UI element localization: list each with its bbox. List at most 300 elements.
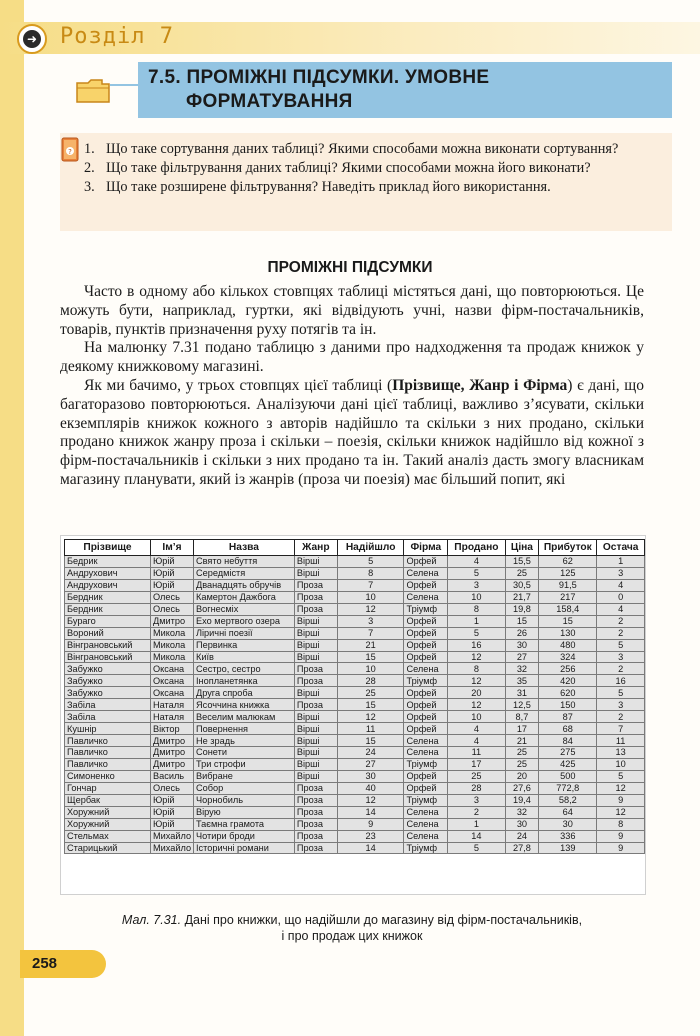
table-cell: Проза — [294, 818, 337, 830]
table-cell: 24 — [337, 747, 404, 759]
section-title — [148, 66, 489, 114]
table-cell: Собор — [193, 782, 294, 794]
table-cell: Бедрик — [65, 556, 151, 568]
column-header: Ціна — [505, 540, 539, 556]
column-header: Прізвище — [65, 540, 151, 556]
table-cell: Оксана — [150, 675, 193, 687]
left-margin-strip — [0, 0, 24, 1036]
table-cell: Кушнір — [65, 723, 151, 735]
table-cell: 5 — [597, 687, 645, 699]
table-row — [65, 639, 645, 651]
table-cell: Тріумф — [404, 603, 448, 615]
table-cell: Селена — [404, 818, 448, 830]
table-cell: Вірші — [294, 556, 337, 568]
table-cell: 336 — [539, 830, 597, 842]
table-cell: Вірші — [294, 735, 337, 747]
table-cell: Вірші — [294, 651, 337, 663]
table-cell: Вороний — [65, 627, 151, 639]
table-cell: Орфей — [404, 723, 448, 735]
table-cell: 3 — [597, 651, 645, 663]
table-row — [65, 770, 645, 782]
table-cell: Дванадцять обручів — [193, 579, 294, 591]
table-cell: Вірші — [294, 758, 337, 770]
table-cell: Забужко — [65, 663, 151, 675]
table-cell: Вірші — [294, 627, 337, 639]
review-questions-list — [84, 140, 664, 197]
table-cell: 12 — [337, 603, 404, 615]
table-cell: Вірші — [294, 687, 337, 699]
table-cell: Гончар — [65, 782, 151, 794]
table-cell: 10 — [597, 758, 645, 770]
table-cell: Микола — [150, 651, 193, 663]
table-cell: 87 — [539, 711, 597, 723]
table-cell: 14 — [448, 830, 505, 842]
table-cell: 1 — [448, 818, 505, 830]
table-cell: Селена — [404, 830, 448, 842]
table-cell: Павличко — [65, 747, 151, 759]
table-cell: Сестро, сестро — [193, 663, 294, 675]
table-cell: Юрій — [150, 794, 193, 806]
table-cell: Дмитро — [150, 747, 193, 759]
table-cell: 30 — [505, 639, 539, 651]
table-cell: 11 — [337, 723, 404, 735]
table-cell: 256 — [539, 663, 597, 675]
bold-columns: Прізвище, Жанр і Фірма — [392, 376, 568, 394]
table-cell: 13 — [597, 747, 645, 759]
table-cell: Орфей — [404, 782, 448, 794]
question-book-icon — [61, 137, 81, 163]
table-cell: 5 — [448, 627, 505, 639]
column-header: Остача — [597, 540, 645, 556]
table-row — [65, 747, 645, 759]
body-text — [60, 283, 644, 490]
table-cell: 275 — [539, 747, 597, 759]
table-cell: 12 — [597, 782, 645, 794]
table-cell: Селена — [404, 806, 448, 818]
table-cell: Три строфи — [193, 758, 294, 770]
table-row — [65, 663, 645, 675]
table-cell: 12 — [597, 806, 645, 818]
table-cell: 27 — [505, 651, 539, 663]
table-cell: 12,5 — [505, 699, 539, 711]
table-row — [65, 579, 645, 591]
table-cell: Чорнобиль — [193, 794, 294, 806]
table-cell: 19,8 — [505, 603, 539, 615]
table-cell: Бураго — [65, 615, 151, 627]
table-cell: 10 — [448, 591, 505, 603]
table-cell: 3 — [597, 699, 645, 711]
table-cell: Сонети — [193, 747, 294, 759]
table-cell: Вірші — [294, 770, 337, 782]
table-cell: 15 — [337, 651, 404, 663]
column-header: Назва — [193, 540, 294, 556]
table-cell: 10 — [337, 591, 404, 603]
table-cell: Дмитро — [150, 735, 193, 747]
table-cell: Тріумф — [404, 675, 448, 687]
table-cell: 5 — [448, 842, 505, 854]
table-cell: 12 — [448, 651, 505, 663]
figure-caption — [60, 912, 644, 944]
paragraph: На малюнку 7.31 подано таблицю з даними про надходження та продаж книжок у деякому книжковому магазині. — [60, 339, 644, 376]
table-cell: 15 — [539, 615, 597, 627]
table-cell: Середмістя — [193, 567, 294, 579]
table-cell: 10 — [448, 711, 505, 723]
column-header: Прибуток — [539, 540, 597, 556]
table-cell: 772,8 — [539, 782, 597, 794]
table-cell: Павличко — [65, 735, 151, 747]
table-cell: Селена — [404, 591, 448, 603]
table-cell: Бердник — [65, 603, 151, 615]
table-cell: Хоружний — [65, 818, 151, 830]
table-cell: 1 — [448, 615, 505, 627]
table-cell: 24 — [505, 830, 539, 842]
table-cell: Орфей — [404, 556, 448, 568]
table-row — [65, 842, 645, 854]
table-cell: Вогнесміх — [193, 603, 294, 615]
books-table — [64, 539, 645, 854]
table-cell: Історичні романи — [193, 842, 294, 854]
section-title-line1: ПРОМІЖНІ ПІДСУМКИ. УМОВНЕ — [186, 67, 490, 88]
table-cell: Симоненко — [65, 770, 151, 782]
table-cell: 10 — [337, 663, 404, 675]
table-cell: 21,7 — [505, 591, 539, 603]
table-cell: Юрій — [150, 818, 193, 830]
table-cell: Свято небуття — [193, 556, 294, 568]
table-cell: 64 — [539, 806, 597, 818]
table-cell: Вибране — [193, 770, 294, 782]
chapter-title: Розділ 7 — [60, 24, 174, 49]
table-cell: Андрухович — [65, 567, 151, 579]
caption-line1: Дані про книжки, що надійшли до магазину від фірм-постачальників, — [184, 913, 583, 927]
table-cell: 32 — [505, 663, 539, 675]
table-row — [65, 806, 645, 818]
table-cell: Первинка — [193, 639, 294, 651]
table-cell: 25 — [337, 687, 404, 699]
table-cell: 8 — [337, 567, 404, 579]
table-cell: 4 — [448, 723, 505, 735]
table-cell: 11 — [597, 735, 645, 747]
table-cell: 12 — [337, 794, 404, 806]
arrow-right-icon: ➜ — [23, 30, 41, 48]
table-cell: 4 — [448, 556, 505, 568]
table-cell: Інопланетянка — [193, 675, 294, 687]
table-cell: 16 — [597, 675, 645, 687]
table-cell: 9 — [597, 830, 645, 842]
table-cell: Тріумф — [404, 794, 448, 806]
table-cell: Забіла — [65, 699, 151, 711]
table-cell: 12 — [448, 675, 505, 687]
table-cell: Проза — [294, 663, 337, 675]
table-cell: Василь — [150, 770, 193, 782]
table-cell: 2 — [597, 615, 645, 627]
table-cell: Повернення — [193, 723, 294, 735]
section-number: 7.5. — [148, 67, 181, 88]
table-cell: Орфей — [404, 651, 448, 663]
table-cell: Юрій — [150, 556, 193, 568]
table-row — [65, 651, 645, 663]
table-cell: 17 — [505, 723, 539, 735]
table-cell: Забіла — [65, 711, 151, 723]
table-row — [65, 556, 645, 568]
table-cell: 27,8 — [505, 842, 539, 854]
table-cell: Проза — [294, 794, 337, 806]
table-cell: Вінграновський — [65, 639, 151, 651]
table-cell: Проза — [294, 842, 337, 854]
table-cell: 62 — [539, 556, 597, 568]
table-cell: 3 — [337, 615, 404, 627]
table-cell: Київ — [193, 651, 294, 663]
table-cell: Орфей — [404, 770, 448, 782]
table-cell: 500 — [539, 770, 597, 782]
table-row — [65, 603, 645, 615]
table-cell: Селена — [404, 735, 448, 747]
question-item: 2. Що таке фільтрування даних таблиці? Якими способами можна його виконати? — [84, 160, 591, 176]
table-cell: 12 — [448, 699, 505, 711]
table-cell: 4 — [448, 735, 505, 747]
table-cell: Стельмах — [65, 830, 151, 842]
table-cell: 91,5 — [539, 579, 597, 591]
folder-icon — [76, 78, 110, 104]
table-cell: Проза — [294, 830, 337, 842]
table-cell: 5 — [448, 567, 505, 579]
table-cell: 12 — [337, 711, 404, 723]
table-cell: 14 — [337, 806, 404, 818]
table-cell: Не зрадь — [193, 735, 294, 747]
table-cell: 25 — [448, 770, 505, 782]
table-cell: Камертон Дажбога — [193, 591, 294, 603]
table-cell: Забужко — [65, 675, 151, 687]
table-cell: Дмитро — [150, 758, 193, 770]
table-row — [65, 567, 645, 579]
table-cell: 15,5 — [505, 556, 539, 568]
section-title-line2: ФОРМАТУВАННЯ — [186, 91, 353, 112]
table-cell: Старицький — [65, 842, 151, 854]
table-row — [65, 794, 645, 806]
table-cell: 58,2 — [539, 794, 597, 806]
table-row — [65, 699, 645, 711]
table-cell: Оксана — [150, 687, 193, 699]
table-cell: Юрій — [150, 806, 193, 818]
table-cell: 30 — [337, 770, 404, 782]
table-cell: 20 — [505, 770, 539, 782]
table-row — [65, 591, 645, 603]
table-cell: 20 — [448, 687, 505, 699]
caption-line2: і про продаж цих книжок — [281, 929, 423, 943]
figure-table-frame — [60, 535, 646, 895]
table-cell: 5 — [597, 770, 645, 782]
table-cell: Вірші — [294, 639, 337, 651]
table-cell: 3 — [448, 794, 505, 806]
table-cell: 25 — [505, 747, 539, 759]
table-cell: Олесь — [150, 603, 193, 615]
column-header: Жанр — [294, 540, 337, 556]
caption-label: Мал. 7.31. — [121, 913, 182, 927]
question-item: 1. Що таке сортування даних таблиці? Якими способами можна виконати сортування? — [84, 141, 619, 157]
table-cell: Друга спроба — [193, 687, 294, 699]
table-cell: 21 — [337, 639, 404, 651]
column-header: Фірма — [404, 540, 448, 556]
table-cell: 19,4 — [505, 794, 539, 806]
table-cell: Проза — [294, 591, 337, 603]
table-cell: 27 — [337, 758, 404, 770]
table-cell: 5 — [337, 556, 404, 568]
table-cell: 15 — [505, 615, 539, 627]
table-row — [65, 723, 645, 735]
table-row — [65, 818, 645, 830]
table-cell: 420 — [539, 675, 597, 687]
table-cell: Проза — [294, 782, 337, 794]
table-cell: Вірую — [193, 806, 294, 818]
table-cell: 25 — [505, 758, 539, 770]
table-header-row — [65, 540, 645, 556]
table-cell: Орфей — [404, 711, 448, 723]
table-cell: Вірші — [294, 723, 337, 735]
table-cell: 1 — [597, 556, 645, 568]
table-cell: 26 — [505, 627, 539, 639]
table-cell: 130 — [539, 627, 597, 639]
table-cell: 3 — [448, 579, 505, 591]
table-row — [65, 830, 645, 842]
table-cell: Юрій — [150, 579, 193, 591]
table-cell: 217 — [539, 591, 597, 603]
table-cell: 40 — [337, 782, 404, 794]
table-cell: Орфей — [404, 579, 448, 591]
table-cell: Микола — [150, 627, 193, 639]
table-row — [65, 782, 645, 794]
table-cell: 480 — [539, 639, 597, 651]
table-cell: Вірші — [294, 615, 337, 627]
table-cell: Веселим малюкам — [193, 711, 294, 723]
table-cell: 0 — [597, 591, 645, 603]
section-connector-line — [110, 84, 140, 86]
table-cell: 150 — [539, 699, 597, 711]
table-cell: Селена — [404, 747, 448, 759]
table-cell: 28 — [448, 782, 505, 794]
table-row — [65, 687, 645, 699]
table-cell: 7 — [597, 723, 645, 735]
table-cell: Селена — [404, 663, 448, 675]
table-cell: Бердник — [65, 591, 151, 603]
table-cell: Андрухович — [65, 579, 151, 591]
table-cell: 5 — [597, 639, 645, 651]
table-cell: Проза — [294, 603, 337, 615]
table-cell: 30 — [539, 818, 597, 830]
subheading: ПРОМІЖНІ ПІДСУМКИ — [267, 259, 433, 276]
table-cell: Вінграновський — [65, 651, 151, 663]
table-cell: 4 — [597, 579, 645, 591]
table-cell: 11 — [448, 747, 505, 759]
table-cell: 23 — [337, 830, 404, 842]
table-cell: 7 — [337, 579, 404, 591]
table-cell: Наталя — [150, 711, 193, 723]
table-cell: Чотири броди — [193, 830, 294, 842]
table-cell: Орфей — [404, 627, 448, 639]
table-cell: 158,4 — [539, 603, 597, 615]
table-cell: Ясоччина книжка — [193, 699, 294, 711]
table-cell: Олесь — [150, 782, 193, 794]
table-cell: 9 — [597, 794, 645, 806]
table-row — [65, 711, 645, 723]
table-cell: 139 — [539, 842, 597, 854]
table-row — [65, 758, 645, 770]
table-cell: 32 — [505, 806, 539, 818]
table-cell: 125 — [539, 567, 597, 579]
table-cell: 2 — [597, 627, 645, 639]
table-cell: 2 — [597, 711, 645, 723]
paragraph: Часто в одному або кількох стовпцях таблиці містяться дані, що повторюються. Це можуть бути, наприклад, гуртки, які відвідують учні, назви фірм-постачальників, товарів, пунктів призначення руху потягів та ін. — [60, 283, 644, 338]
table-cell: Олесь — [150, 591, 193, 603]
table-cell: Проза — [294, 675, 337, 687]
table-cell: Щербак — [65, 794, 151, 806]
chapter-marker — [17, 24, 47, 54]
table-cell: 21 — [505, 735, 539, 747]
table-cell: Орфей — [404, 699, 448, 711]
table-cell: Юрій — [150, 567, 193, 579]
table-cell: 2 — [448, 806, 505, 818]
table-cell: Ліричні поезії — [193, 627, 294, 639]
paragraph: Як ми бачимо, у трьох стовпцях цієї таблиці (Прізвище, Жанр і Фірма) є дані, що багаторазово повторюються. Аналізуючи дані цієї таблиці, важливо з’ясувати, скільки екземплярів книжок кожного з авторів надійшло та скільки з них продано, скільки продано книжок жанру проза і скільки – поезія, скільки книжок надійшло від кожної з фірм-постачальників і скільки з них продано та ін. Такий аналіз дасть змогу власникам магазину планувати, який із жанрів (проза чи поезія) має більший попит, які — [60, 376, 644, 488]
table-cell: 30,5 — [505, 579, 539, 591]
table-cell: Проза — [294, 579, 337, 591]
table-cell: 9 — [597, 842, 645, 854]
page-number: 258 — [32, 955, 58, 972]
table-cell: Оксана — [150, 663, 193, 675]
table-cell: 3 — [597, 567, 645, 579]
table-cell: Тріумф — [404, 758, 448, 770]
table-cell: Проза — [294, 806, 337, 818]
table-cell: Проза — [294, 699, 337, 711]
column-header: Надійшло — [337, 540, 404, 556]
table-cell: 8 — [448, 603, 505, 615]
table-cell: 16 — [448, 639, 505, 651]
table-row — [65, 615, 645, 627]
table-cell: 31 — [505, 687, 539, 699]
table-cell: Ехо мертвого озера — [193, 615, 294, 627]
table-cell: Микола — [150, 639, 193, 651]
table-cell: Наталя — [150, 699, 193, 711]
table-cell: Хоружний — [65, 806, 151, 818]
table-cell: Орфей — [404, 639, 448, 651]
table-cell: 25 — [505, 567, 539, 579]
table-cell: 28 — [337, 675, 404, 687]
table-cell: 15 — [337, 699, 404, 711]
table-cell: 27,6 — [505, 782, 539, 794]
table-cell: 620 — [539, 687, 597, 699]
table-cell: 8 — [448, 663, 505, 675]
svg-text:?: ? — [68, 148, 72, 156]
table-cell: 30 — [505, 818, 539, 830]
table-row — [65, 627, 645, 639]
table-cell: Орфей — [404, 615, 448, 627]
table-cell: Дмитро — [150, 615, 193, 627]
table-cell: 2 — [597, 663, 645, 675]
table-cell: 68 — [539, 723, 597, 735]
table-cell: Забужко — [65, 687, 151, 699]
table-cell: Вірші — [294, 567, 337, 579]
column-header: Ім’я — [150, 540, 193, 556]
table-cell: Михайло — [150, 830, 193, 842]
table-cell: Селена — [404, 567, 448, 579]
table-cell: Михайло — [150, 842, 193, 854]
table-cell: 7 — [337, 627, 404, 639]
table-cell: Тріумф — [404, 842, 448, 854]
table-cell: 15 — [337, 735, 404, 747]
table-cell: 8 — [597, 818, 645, 830]
table-cell: Вірші — [294, 747, 337, 759]
table-cell: Орфей — [404, 687, 448, 699]
table-row — [65, 675, 645, 687]
table-cell: Віктор — [150, 723, 193, 735]
